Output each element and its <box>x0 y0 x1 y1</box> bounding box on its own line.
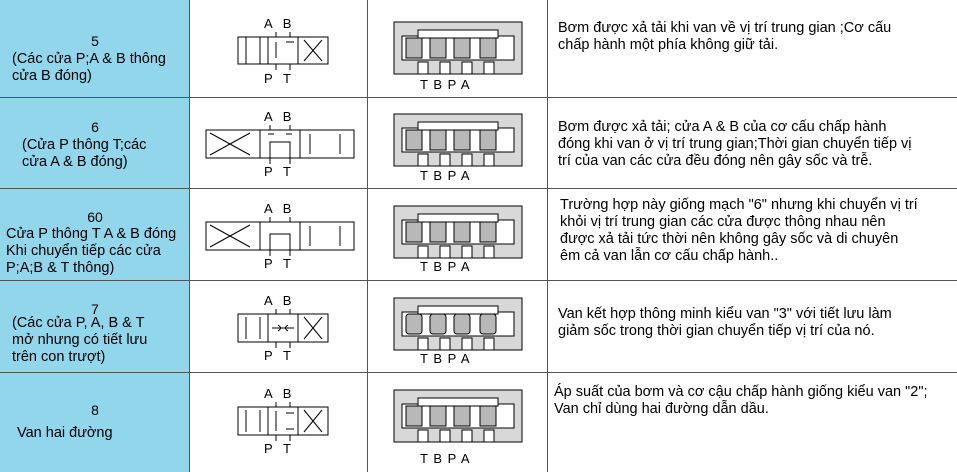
description-cell <box>548 98 957 188</box>
symbol-ports-top: A B <box>264 16 292 31</box>
row-number: 7 <box>91 301 99 317</box>
symbol-cell <box>190 281 368 372</box>
row-description: Van kết hợp thông minh kiểu van "3" với tiết lưu làm giảm sốc trong thời gian chuyển tiếp vị trí của nó. <box>558 306 892 339</box>
spool-ports-label: T B P A <box>420 168 471 183</box>
symbol-ports-top: A B <box>264 386 292 401</box>
symbol-ports-bottom: P T <box>264 164 291 179</box>
spool-ports-label: T B P A <box>420 351 471 366</box>
row-label: Van hai đường <box>17 425 113 441</box>
spool-cell <box>368 0 548 97</box>
table-row <box>0 373 957 472</box>
row-label: Cửa P thông T A & B đóng Khi chuyển tiếp các cửa P;A;B & T thông) <box>6 226 177 276</box>
table-row <box>0 281 957 372</box>
table-row <box>0 0 957 97</box>
description-cell <box>548 373 957 472</box>
spool-ports-label: T B P A <box>420 451 471 466</box>
row-label-cell <box>0 189 190 280</box>
row-label-cell <box>0 98 190 188</box>
row-label-cell <box>0 373 190 472</box>
symbol-ports-top: A B <box>264 293 292 308</box>
spool-ports-label: T B P A <box>420 259 471 274</box>
spool-cell <box>368 189 548 280</box>
description-cell <box>548 0 957 97</box>
symbol-ports-top: A B <box>264 109 292 124</box>
row-description: Bơm được xả tải khi van về vị trí trung gian ;Cơ cấu chấp hành một phía không giữ tải. <box>558 20 892 53</box>
spool-cell <box>368 98 548 188</box>
description-cell <box>548 281 957 372</box>
description-cell <box>548 189 957 280</box>
row-number: 8 <box>91 402 99 418</box>
row-description: Bơm được xả tải; cửa A & B của cơ cấu chấp hành đóng khi van ở vị trí trung gian;Thời gian chuyển tiếp vị trí của van các cửa đều đóng nên gây sốc và trễ. <box>558 119 912 169</box>
spool-ports-label: T B P A <box>420 77 471 92</box>
symbol-ports-top: A B <box>264 201 292 216</box>
row-label: (Các cửa P;A & B thông cửa B đóng) <box>12 51 166 84</box>
row-description: Áp suất của bơm và cơ cậu chấp hành giống kiểu van "2"; Van chỉ dùng hai đường dẫn dầu. <box>554 384 928 417</box>
row-number: 60 <box>87 209 103 225</box>
spool-cell <box>368 373 548 472</box>
row-label: (Cửa P thông T;các cửa A & B đóng) <box>22 137 147 170</box>
row-description: Trường hợp này giống mạch "6" nhưng khi chuyển vị trí khỏi vị trí trung gian các cửa được thông nhau nên được xả tải tức thời nên không gây sốc và di chuyên êm cả van lẫn cơ cấu chấp hành.. <box>560 197 918 264</box>
table-row <box>0 189 957 280</box>
row-number: 6 <box>91 119 99 135</box>
symbol-ports-bottom: P T <box>264 441 291 456</box>
row-label-cell <box>0 0 190 97</box>
symbol-ports-bottom: P T <box>264 71 291 86</box>
symbol-cell <box>190 189 368 280</box>
symbol-ports-bottom: P T <box>264 348 291 363</box>
symbol-cell <box>190 98 368 188</box>
row-label: (Các cửa P, A, B & T mở nhưng có tiết lưu trên con trượt) <box>12 315 148 365</box>
spool-cell <box>368 281 548 372</box>
symbol-cell <box>190 373 368 472</box>
symbol-ports-bottom: P T <box>264 256 291 271</box>
row-number: 5 <box>91 33 99 49</box>
table-row <box>0 98 957 188</box>
row-label-cell <box>0 281 190 372</box>
symbol-cell <box>190 0 368 97</box>
